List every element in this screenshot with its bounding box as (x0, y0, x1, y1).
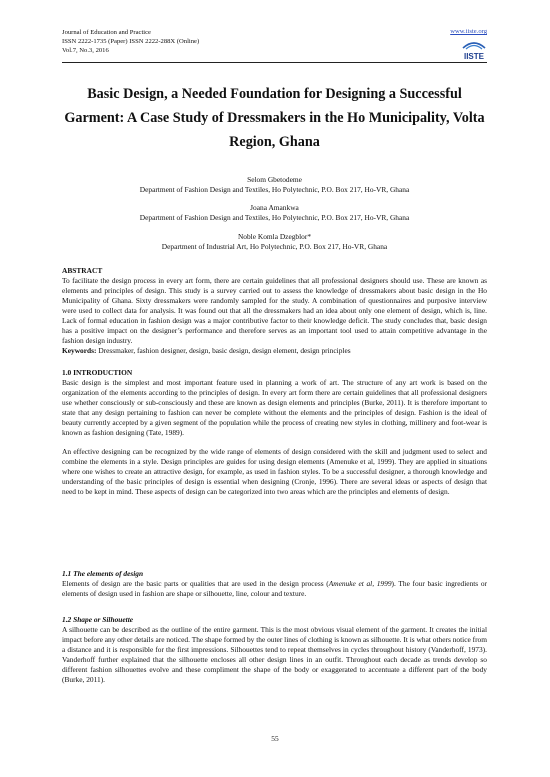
paper-title: Basic Design, a Needed Foundation for Designing a Successful Garment: A Case Study of Dressmakers in the Ho Municipality, Volta Region, Ghana (64, 86, 485, 150)
introduction-paragraph-1: Basic design is the simplest and most important feature used in planning a work of art. The structure of any art work is based on the organization of the elements according to the principles of design. In every art form there are certain guidelines that all professional designers use whether consciously or sub-consciously and these are known as design elements and principles (Burke, 2011). It is therefore important to state that any design pertaining to fashion can never be complete without the elements and the principles of design. Fashion is the ideal of beauty currently accepted by a given segment of the population while the process of creating new styles in clothing, millinery and foot-wear is known as fashion designing (Tate, 1989). (62, 378, 487, 437)
journal-name: Journal of Education and Practice (62, 29, 151, 36)
journal-header (62, 28, 199, 55)
citation: Amenuke et al, 1999 (328, 579, 392, 588)
abstract-text: To facilitate the design process in every art form, there are certain guidelines that all professional designers should use. These are known as elements and principles of design. This study is a survey carried out to assess the knowledge of dressmakers about basic design in the Ho Municipality of Ghana. Sixty dressmakers were randomly sampled for the study. A combination of questionnaires and purposive interview were used to collect data for analysis. It was found out that all the dressmakers had an idea about only one element of design, which is, line. Lack of formal education in fashion design was a major contributive factor to their knowledge deficit. The study concludes that, basic design has a positive impact on the designer’s performance and therefore serves as an important tool used to attain competitive advantage in the fashion design industry. (62, 276, 487, 345)
journal-volume: Vol.7, No.3, 2016 (62, 47, 109, 54)
keywords-label: Keywords: (62, 346, 97, 355)
journal-issn: ISSN 2222-1735 (Paper) ISSN 2222-288X (Online) (62, 38, 200, 45)
author-name: Selom Gbetodeme (247, 175, 302, 184)
abstract-heading: ABSTRACT (62, 266, 103, 275)
author-affiliation: Department of Fashion Design and Textiles, Ho Polytechnic, P.O. Box 217, Ho-VR, Ghana (139, 185, 410, 194)
section-heading: 1.1 The elements of design (62, 569, 144, 578)
section-heading: 1.2 Shape or Silhouette (62, 615, 134, 624)
introduction-paragraph-2: An effective designing can be recognized by the wide range of elements of design considered with the skill and judgment used to select and combine the elements in a style. Design principles are guides for using design elements (Amenuke et al, 1999). They are applied in situations where one wishes to create an attractive design, for example, as used in fashion styles. To be a successful designer, a thorough knowledge and understanding of the basic principles of design is essential when designing (Cronje, 1996). There are several ideas or aspects of design that need to be kept in mind. These aspects of design can be categorized into two areas which are the principles and elements of design. (62, 447, 487, 496)
iiste-logo (461, 38, 487, 62)
logo-text: IISTE (463, 52, 485, 61)
section-paragraph: A silhouette can be described as the outline of the entire garment. This is the most obvious visual element of the garment. It creates the initial impact before any other details are noticed. The shape formed by the outer lines of clothing is known as silhouette. It is what others notice from a distance and it is responsible for the first impressions. Silhouettes tend to repeat themselves in cycles throughout history (Vanderhoff, 1973). Vanderhoff further explained that the silhouette encloses all other design lines in an outfit. Throughout each decade as trends develop so different fashion silhouettes evolve and these compliment the shape of the body or exaggerated to accentuate a different part of the body (Burke, 2011). (62, 625, 487, 684)
author-affiliation: Department of Fashion Design and Textiles, Ho Polytechnic, P.O. Box 217, Ho-VR, Ghana (139, 213, 410, 222)
author-affiliation: Department of Industrial Art, Ho Polytechnic, P.O. Box 217, Ho-VR, Ghana (161, 242, 388, 251)
page-number: 55 (271, 734, 279, 743)
author-block-2 (62, 203, 487, 223)
keywords-line (62, 346, 487, 356)
author-block-3 (62, 232, 487, 252)
journal-url-link[interactable]: www.iiste.org (450, 28, 487, 35)
keywords-text: Dressmaker, fashion designer, design, basic design, design element, design principles (96, 346, 351, 355)
header-rule (62, 62, 487, 63)
section-paragraph: Elements of design are the basic parts or qualities that are used in the design process (Amenuke et al, 1999). The four basic ingredients or elements of design used in fashion are shape or silhouette, line, colour and texture. (62, 579, 488, 598)
section-shape-silhouette (62, 615, 487, 685)
author-block-1 (62, 175, 487, 195)
introduction-section (62, 368, 487, 497)
author-name: Noble Komla Dzegblor* (237, 232, 312, 241)
abstract-section (62, 266, 487, 356)
author-name: Joana Amankwa (250, 203, 299, 212)
introduction-heading: 1.0 INTRODUCTION (62, 368, 133, 377)
section-elements-of-design (62, 569, 487, 599)
